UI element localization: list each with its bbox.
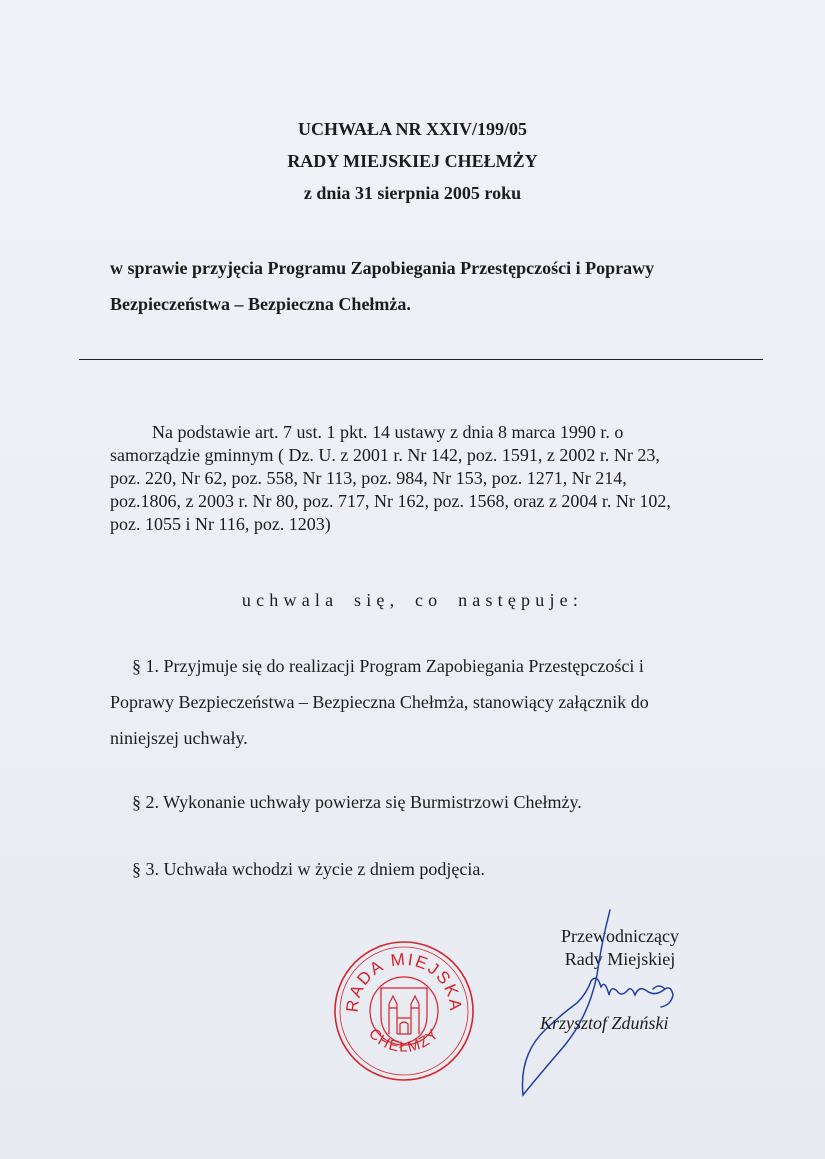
legal-basis-line: poz.1806, z 2003 r. Nr 80, poz. 717, Nr 162, poz. 1568, oraz z 2004 r. Nr 102,: [110, 491, 671, 511]
legal-basis-line: poz. 1055 i Nr 116, poz. 1203): [110, 514, 331, 534]
legal-basis-line: Na podstawie art. 7 ust. 1 pkt. 14 ustawy z dnia 8 marca 1990 r. o: [152, 422, 624, 442]
coat-of-arms-icon: [381, 988, 427, 1044]
subject-line: Bezpieczeństwa – Bezpieczna Chełmża.: [110, 294, 411, 314]
paragraph-line: Poprawy Bezpieczeństwa – Bezpieczna Chełmża, stanowiący załącznik do: [110, 692, 649, 712]
legal-basis: [110, 421, 750, 536]
issuing-body: RADY MIEJSKIEJ CHEŁMŻY: [287, 151, 538, 171]
paragraph-3: [110, 851, 760, 887]
legal-basis-line: samorządzie gminnym ( Dz. U. z 2001 r. Nr 142, poz. 1591, z 2002 r. Nr 23,: [110, 445, 660, 465]
seal-text-top: RADA MIEJSKA: [342, 949, 466, 1014]
subject-line: w sprawie przyjęcia Programu Zapobiegania Przestępczości i Poprawy: [110, 258, 655, 278]
svg-text:CHEŁMŻY: [365, 1025, 443, 1056]
paragraph-line: § 1. Przyjmuje się do realizacji Program Zapobiegania Przestępczości i: [132, 656, 644, 676]
resolution-heading: [0, 113, 825, 209]
paragraph-line: § 3. Uchwała wchodzi w życie z dniem podjęcia.: [132, 859, 485, 879]
seal-text-bottom: CHEŁMŻY: [365, 1025, 443, 1056]
resolution-date: z dnia 31 sierpnia 2005 roku: [303, 183, 522, 203]
paragraph-1: [110, 648, 760, 756]
chairman-title-line: Rady Miejskiej: [564, 949, 676, 969]
svg-text:RADA MIEJSKA: [343, 949, 466, 1013]
paragraph-line: § 2. Wykonanie uchwały powierza się Burmistrzowi Chełmży.: [132, 792, 582, 812]
resolution-number: UCHWAŁA NR XXIV/199/05: [297, 119, 528, 139]
paragraph-line: niniejszej uchwały.: [110, 728, 248, 748]
divider-line: [79, 359, 763, 360]
paragraph-2: [110, 784, 760, 820]
seal-text: [343, 949, 466, 1055]
legal-basis-line: poz. 220, Nr 62, poz. 558, Nr 113, poz. 984, Nr 153, poz. 1271, Nr 214,: [110, 468, 627, 488]
enactment-clause: uchwala się, co następuje:: [241, 590, 584, 610]
resolution-subject: [110, 250, 770, 322]
chairman-name: Krzysztof Zduński: [540, 1013, 669, 1033]
handwritten-signature: [505, 905, 695, 1105]
chairman-title-line: Przewodniczący: [561, 926, 679, 946]
city-council-seal: [331, 938, 477, 1084]
